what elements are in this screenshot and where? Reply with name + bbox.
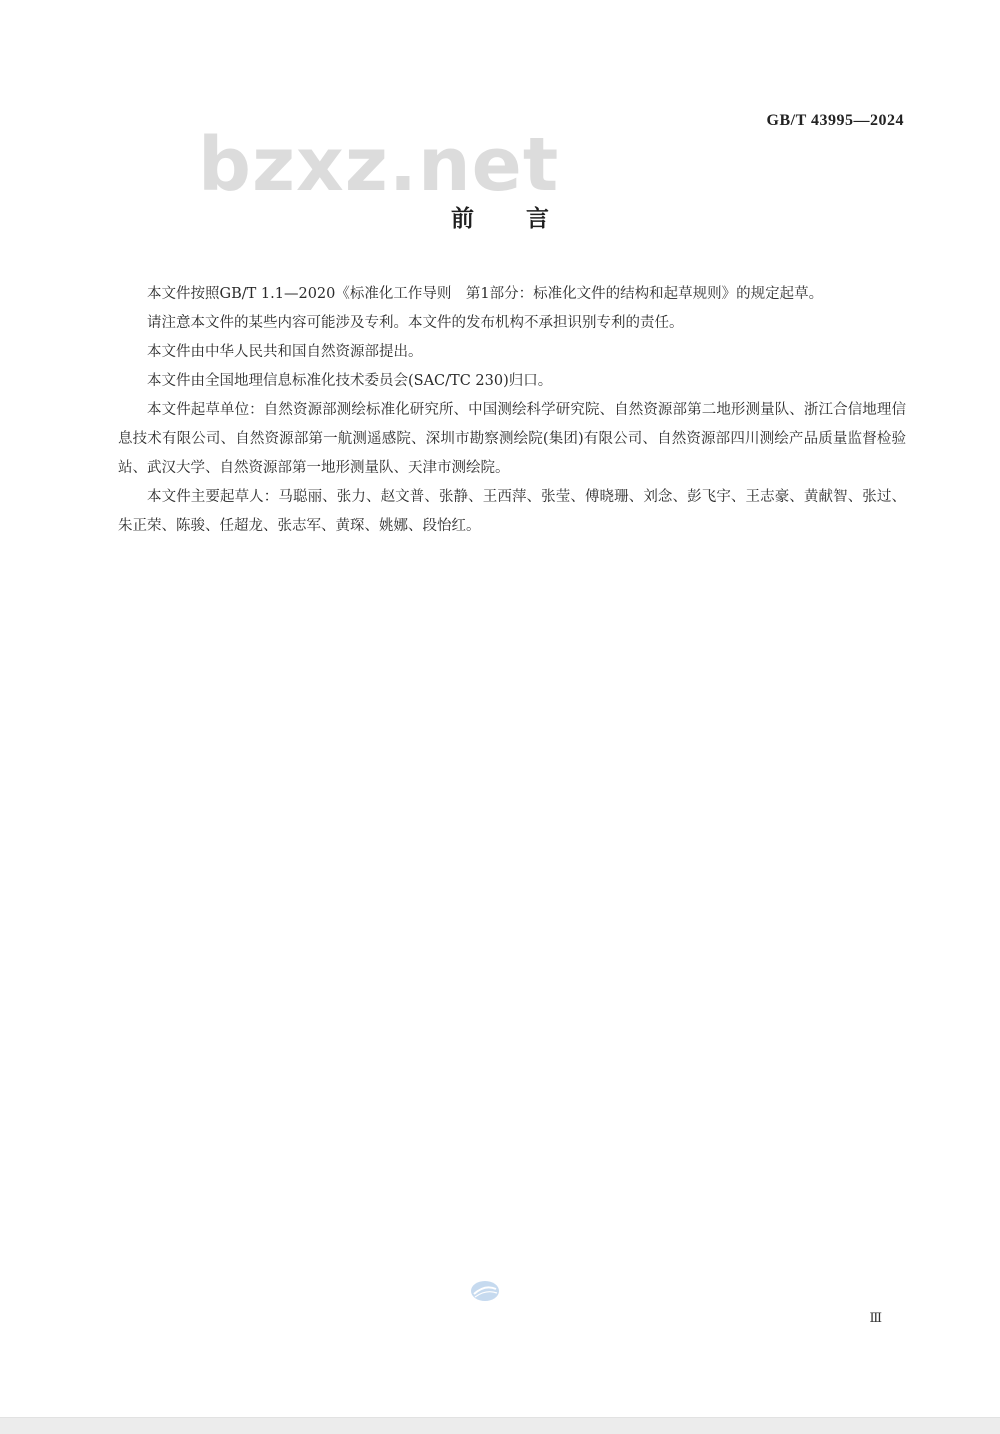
page-number: Ⅲ	[869, 1310, 882, 1325]
paragraph-administrator: 本文件由全国地理信息标准化技术委员会(SAC/TC 230)归口。	[147, 373, 553, 389]
paragraph-drafting-rules: 本文件按照GB/T 1.1—2020《标准化工作导则 第1部分：标准化文件的结构和起草规则》的规定起草。	[147, 286, 824, 302]
sac-logo-icon	[470, 1280, 500, 1302]
paragraph-patent-notice: 请注意本文件的某些内容可能涉及专利。本文件的发布机构不承担识别专利的责任。	[147, 315, 684, 331]
standard-number: GB/T 43995—2024	[766, 112, 904, 129]
page-title: 前言	[451, 206, 601, 232]
paragraph-drafting-units: 本文件起草单位：自然资源部测绘标准化研究所、中国测绘科学研究院、自然资源部第二地形测量队、浙江合信地理信息技术有限公司、自然资源部第一航测遥感院、深圳市勘察测绘院(集团)有限公司、自然资源部四川测绘产品质量监督检验站、武汉大学、自然资源部第一地形测量队、天津市测绘院。	[118, 402, 906, 476]
bottom-bar	[0, 1417, 1000, 1434]
paragraph-drafters: 本文件主要起草人：马聪丽、张力、赵文普、张静、王西萍、张莹、傅晓珊、刘念、彭飞宇、王志豪、黄献智、张过、朱正荣、陈骏、任超龙、张志军、黄琛、姚娜、段怡红。	[118, 489, 906, 534]
watermark: bzxz.net	[198, 122, 560, 208]
document-body	[118, 280, 906, 541]
paragraph-proposer: 本文件由中华人民共和国自然资源部提出。	[147, 344, 423, 360]
